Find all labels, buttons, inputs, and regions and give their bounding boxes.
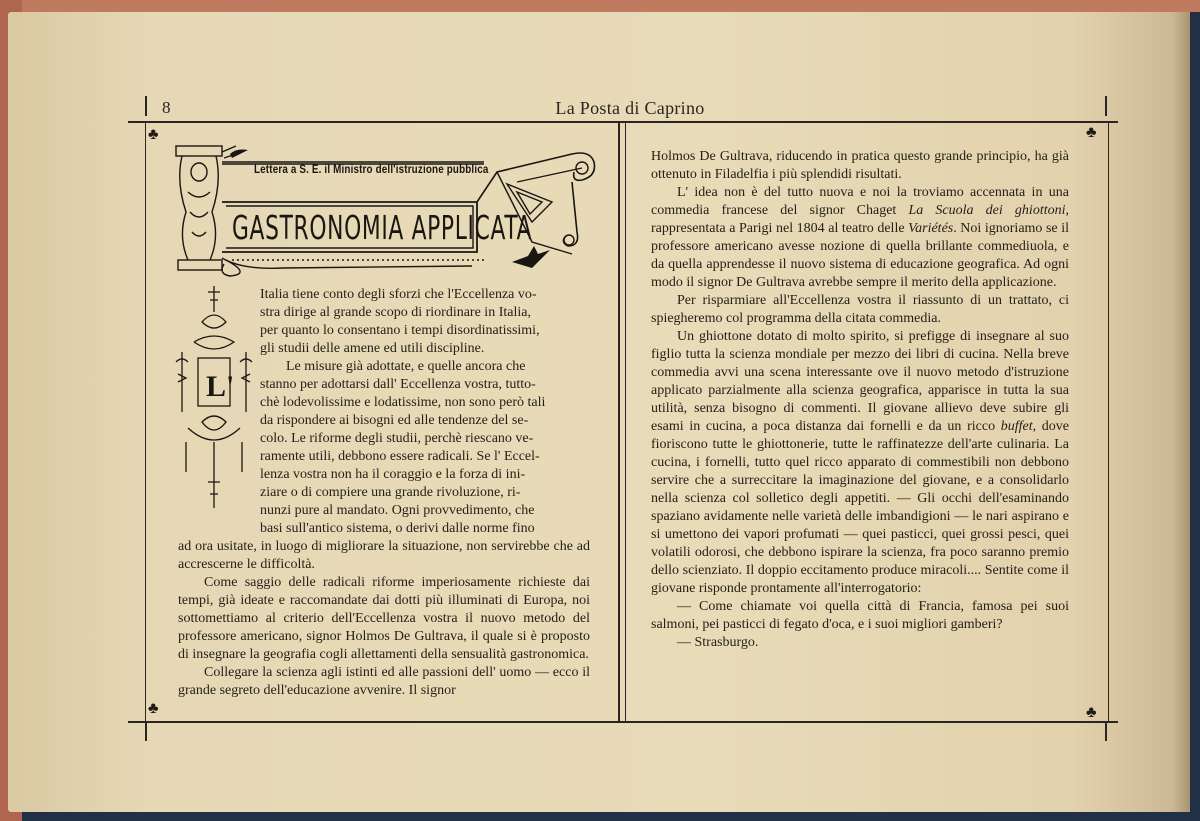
column-divider — [618, 123, 620, 721]
text-line: Italia tiene conto degli sforzi che l'Eccellenza vo- — [260, 287, 537, 302]
left-column-body — [178, 538, 590, 700]
italic-word: buffet — [1000, 419, 1033, 434]
text-line: nunzi pure al mandato. Ogni provvedimento, che — [260, 503, 535, 518]
article-title: GASTRONOMIA APPLICATA — [232, 208, 533, 247]
left-column-wrap — [260, 286, 590, 538]
text-line: lenza vostra non ha il coraggio e la forza di ini- — [260, 467, 526, 482]
text-line: ziare o di compiere una grande rivoluzione, ri- — [260, 485, 521, 500]
text-line: da rispondere ai bisogni ed alle tendenze del se- — [260, 413, 529, 428]
article-subtitle: Lettera a S. E. il Ministro dell'istruzione pubblica — [254, 162, 489, 176]
page-gutter — [1172, 12, 1190, 812]
paragraph: Collegare la scienza agli istinti ed alle passioni dell' uomo — ecco il grande segreto dell'educazione avvenire. Il signor — [178, 665, 590, 698]
text-line: stanno per adottarsi dall' Eccellenza vostra, tutto- — [260, 377, 536, 392]
page-number: 8 — [162, 98, 171, 117]
running-title: La Posta di Caprino — [555, 98, 705, 118]
right-column — [651, 148, 1069, 652]
text-line: gli studii delle amene ed utili discipline. — [260, 341, 485, 356]
text-line: stra dirige al grande scopo di riordinare in Italia, — [260, 305, 531, 320]
header-right-tick — [1105, 96, 1107, 116]
dropcap-ornament — [172, 282, 256, 512]
text-line: per quanto lo consentano i tempi disordinatissimi, — [260, 323, 540, 338]
dropcap-letter: L' — [206, 370, 235, 403]
text-line: ramente utili, debbono essere radicali. Se l' Eccel- — [260, 449, 540, 464]
paragraph: Holmos De Gultrava, riducendo in pratica questo grande principio, ha già ottenuto in Filadelfia i più splendidi risultati. — [651, 149, 1069, 182]
book-cover-top — [0, 0, 1200, 12]
corner-ornament-icon: ♣ — [148, 126, 159, 143]
paragraph: Come saggio delle radicali riforme imperiosamente richieste dai tempi, già ideate e raccomandate dai dotti più illuminati di Europa, noi sottomettiamo al criterio dell'Eccellenza vostra il nuovo metodo del professore americano, signor Holmos De Gultrava, il quale si è proposto di insegnare la geografia cogli allettamenti della sensualità gastronomica. — [178, 575, 590, 662]
paragraph: L' idea non è del tutto nuova e noi la troviamo accennata in una commedia francese del signor Chaget La Scuola dei ghiottoni, rappresentata a Parigi nel 1804 al teatro delle Variétés. Noi ignoriamo se il professore americano avesse nozione di quella brillante commediuola, e da quella apprendesse il nuovo sistema di educazione geografica. Ad ogni modo il signor De Gultrava avrebbe sempre il merito della applicazione. — [651, 185, 1069, 290]
bottom-rule — [128, 721, 1118, 723]
paragraph: ad ora usitate, in luogo di migliorare la situazione, non servirebbe che ad accrescerne le difficoltà. — [178, 539, 590, 572]
text-line: chè lodevolissime e lodatissime, non sono però tali — [260, 395, 546, 410]
paragraph: Un ghiottone dotato di molto spirito, si prefigge di insegnare al suo figlio tutta la scienza mondiale per mezzo dei libri di cucina. Nella breve commedia avvi una scena interessante ove il nuovo metodo d'istruzione applicato parzialmente alla scienza geografica, apparisce in tutta la sua utilità, senza bisogno di commenti. Il giovane allievo deve subire gli esami in cucina, a poca distanza dai fornelli e da un ricco buffet, dove fioriscono tutte le ghiottonerie, tutte le raffinatezze dell'arte culinaria. La cucina, i fornelli, tutto quel ricco apparato di commestibili non debbono servire che a surreccitare la imaginazione del giovane, e a consolidarlo nella scienza col solletico degli appetiti. — Gli occhi dell'esaminando spaziano avidamente nelle varietà delle imbandigioni — le nari aspirano e si umettono dei vapori profumati — quei pasticci, quei grossi pesci, quei volatili odorosi, che debbono ispirare la scienza, fra poco saranno premio dello scienziato. Il doppio eccitamento produce miracoli.... Sentite come il giovane risponde prontamente all'interrogatorio: — [651, 329, 1069, 596]
text-line: basi sull'antico sistema, o derivi dalle norme fino — [260, 521, 535, 536]
paragraph: — Strasburgo. — [677, 635, 759, 650]
theatre-name: Variétés — [908, 221, 954, 236]
column-divider-inner — [625, 123, 626, 721]
paragraph: — Come chiamate voi quella città di Francia, famosa pei suoi salmoni, pei pasticci di fegato d'oca, e i suoi migliori gamberi? — [651, 599, 1069, 632]
footer-left-tick — [145, 723, 147, 741]
text-line: colo. Le riforme degli studii, perchè riescano ve- — [260, 431, 534, 446]
corner-ornament-icon: ♣ — [1086, 124, 1097, 141]
paragraph: Per risparmiare all'Eccellenza vostra il riassunto di un trattato, ci spiegheremo col programma della citata commedia. — [651, 293, 1069, 326]
footer-right-tick — [1105, 723, 1107, 741]
corner-ornament-icon: ♣ — [1086, 704, 1097, 721]
corner-ornament-icon: ♣ — [148, 700, 159, 717]
text-line: Le misure già adottate, e quelle ancora che — [286, 359, 526, 374]
play-title: La Scuola dei ghiottoni — [908, 203, 1066, 218]
